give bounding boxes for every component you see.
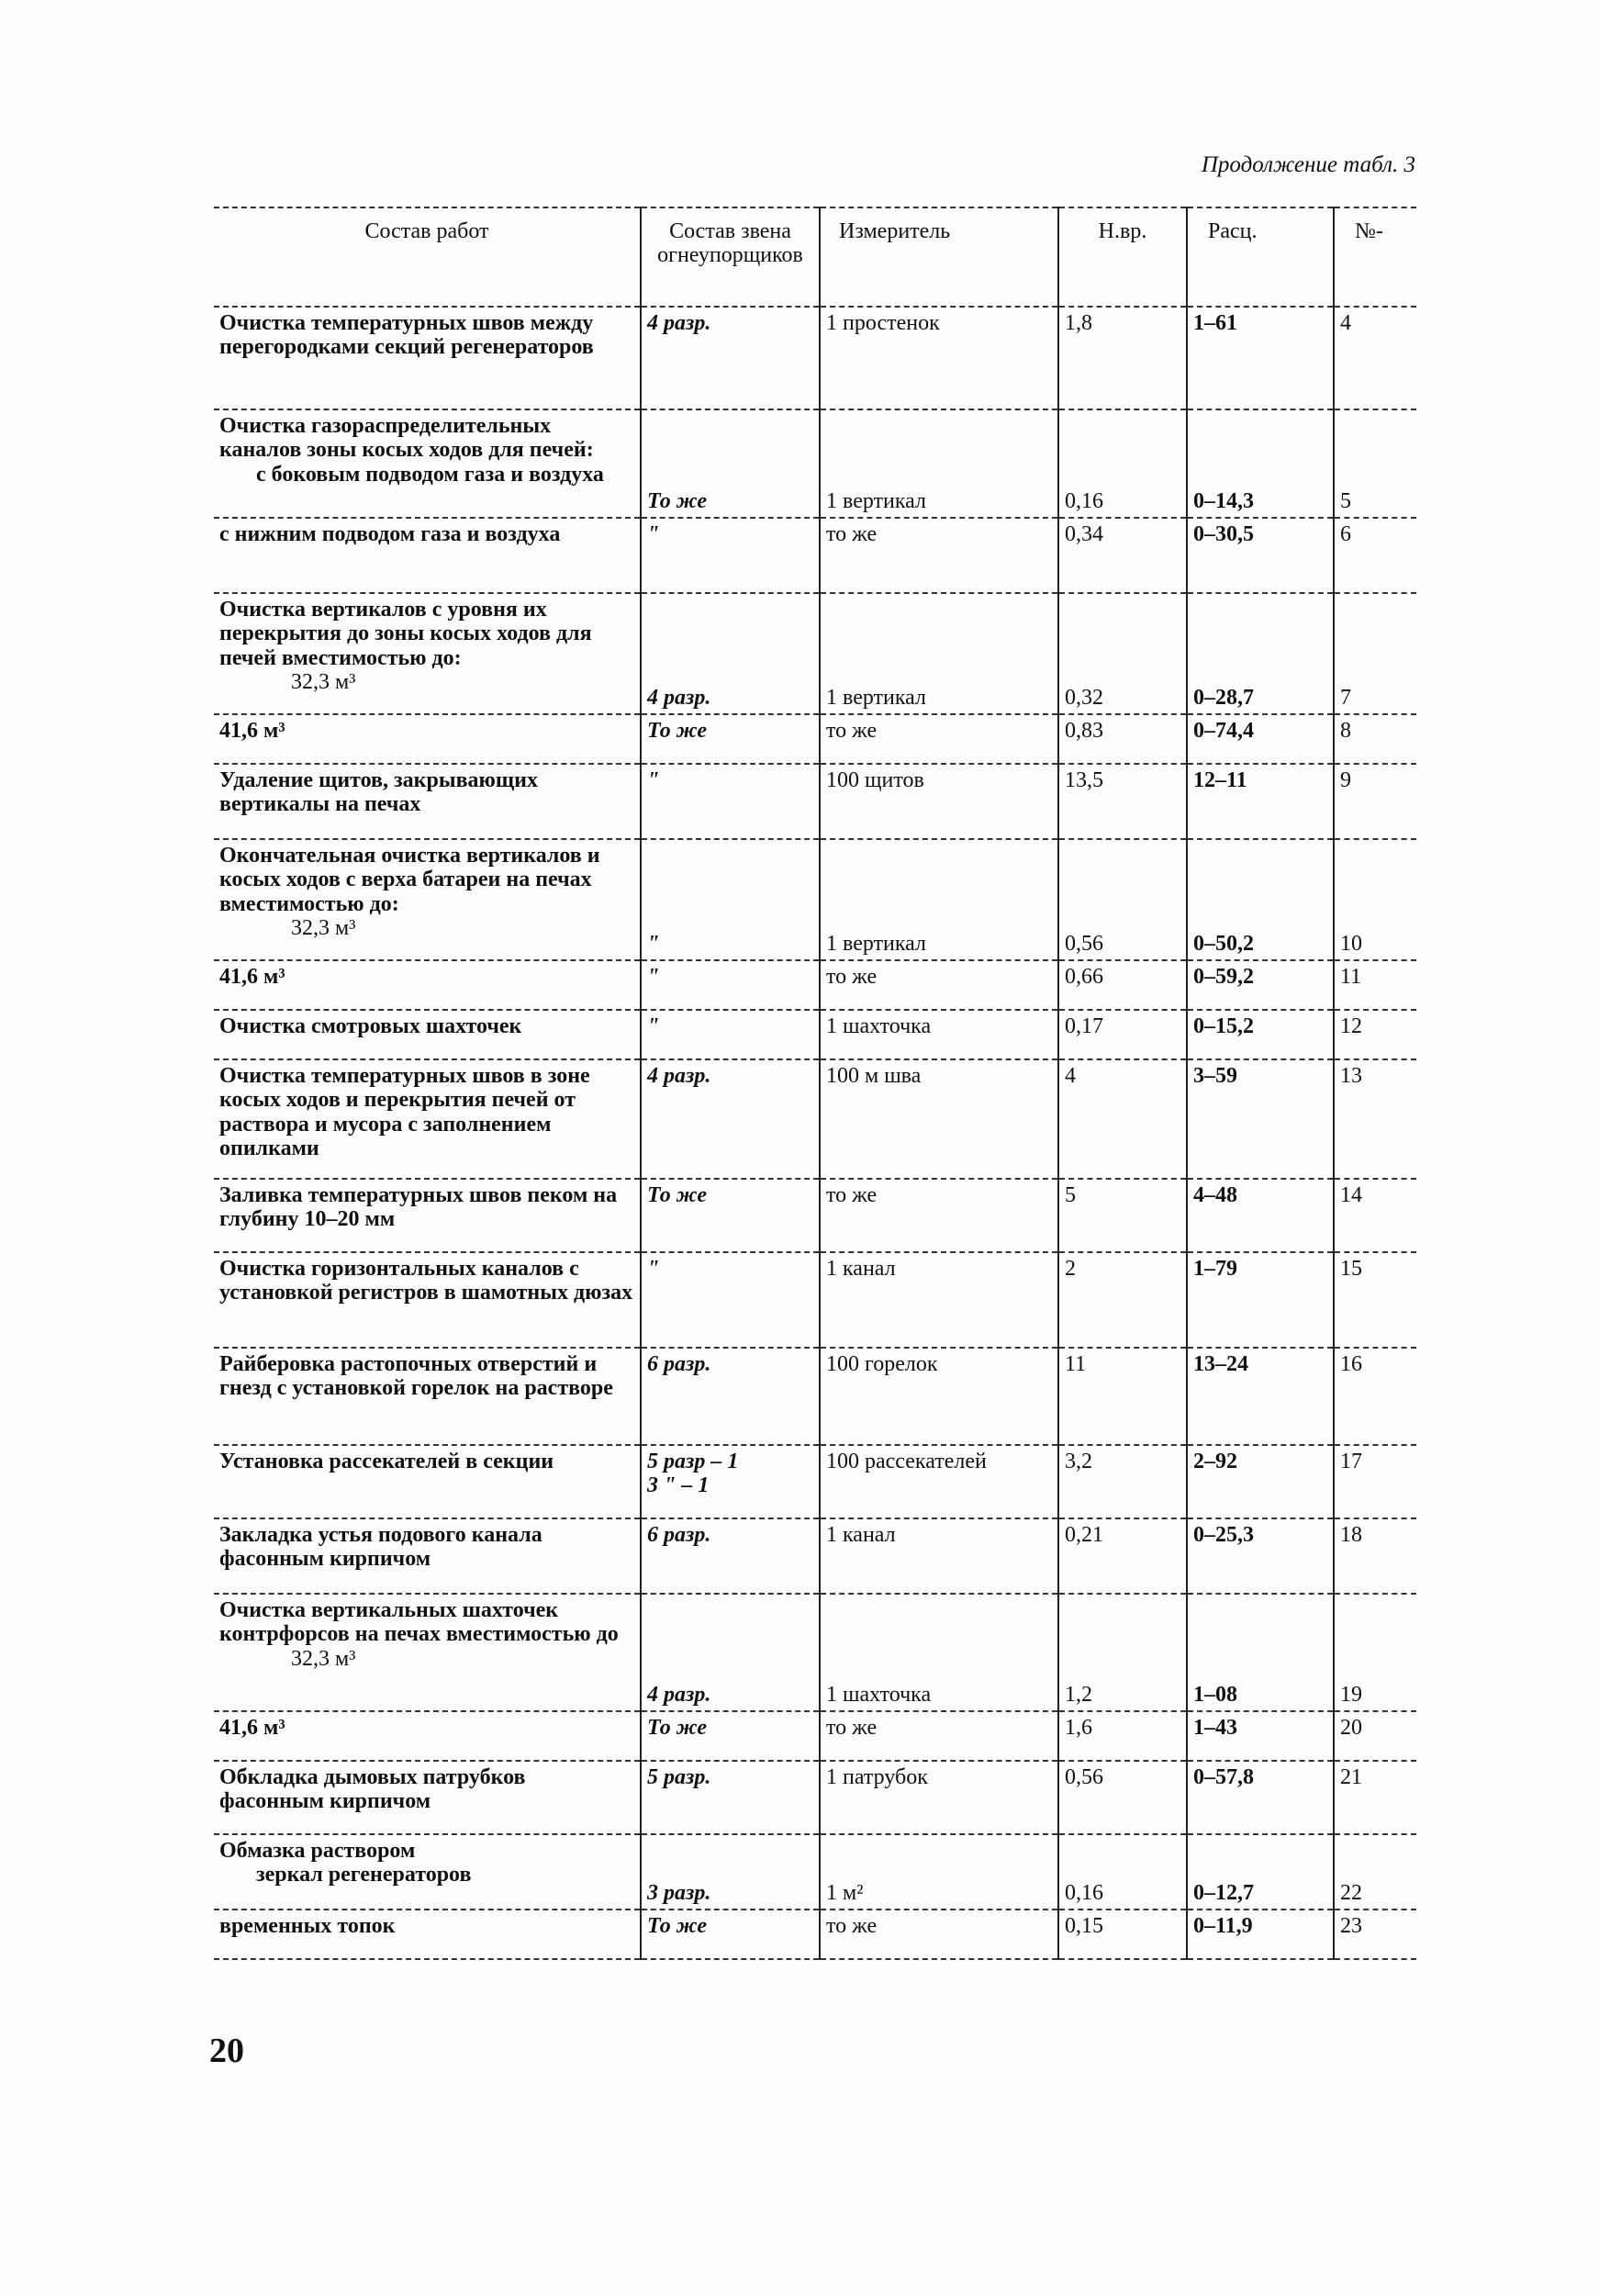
row-number: 23: [1334, 1910, 1416, 1959]
row-number: 16: [1334, 1348, 1416, 1445]
page-number: 20: [209, 2032, 244, 2070]
unit-measure: то же: [820, 714, 1058, 764]
work-description: 41,6 м³: [214, 1711, 641, 1761]
work-description: Установка рассекателей в секции: [214, 1445, 641, 1518]
col-header-crew: Состав звена огнеупорщиков: [641, 207, 820, 307]
crew-grade: То же: [641, 714, 820, 764]
row-number: 21: [1334, 1761, 1416, 1834]
table-row: [214, 1059, 1416, 1179]
time-norm: 0,34: [1058, 518, 1187, 593]
time-norm: 0,56: [1058, 839, 1187, 960]
unit-measure: то же: [820, 1711, 1058, 1761]
table-row: [214, 1252, 1416, 1348]
unit-measure: 1 шахточка: [820, 1594, 1058, 1711]
time-norm: 1,6: [1058, 1711, 1187, 1761]
time-norm: 0,16: [1058, 409, 1187, 518]
crew-grade: 5 разр.: [641, 1761, 820, 1834]
table-row: [214, 1910, 1416, 1959]
rate-value: 2–92: [1187, 1445, 1334, 1518]
time-norm: 0,56: [1058, 1761, 1187, 1834]
work-subitem: зеркал регенераторов: [256, 1863, 472, 1887]
crew-grade-line: 3 " – 1: [647, 1473, 710, 1498]
row-number: 13: [1334, 1059, 1416, 1179]
work-description: Обкладка дымовых патрубков фасонным кирпичом: [214, 1761, 641, 1834]
time-norm: 0,32: [1058, 593, 1187, 714]
table-row: [214, 1711, 1416, 1761]
row-number: 19: [1334, 1594, 1416, 1711]
crew-grade: ": [641, 764, 820, 839]
work-description: [214, 1594, 641, 1711]
crew-grade: 6 разр.: [641, 1348, 820, 1445]
unit-measure: 100 рассекателей: [820, 1445, 1058, 1518]
work-description: [214, 593, 641, 714]
row-number: 7: [1334, 593, 1416, 714]
rate-value: 13–24: [1187, 1348, 1334, 1445]
time-norm: 0,17: [1058, 1010, 1187, 1059]
unit-measure: 1 вертикал: [820, 593, 1058, 714]
table-continuation-caption: Продолжение табл. 3: [1201, 152, 1415, 177]
row-number: 15: [1334, 1252, 1416, 1348]
rate-value: 0–12,7: [1187, 1834, 1334, 1910]
rate-value: 0–59,2: [1187, 960, 1334, 1010]
unit-measure: 1 шахточка: [820, 1010, 1058, 1059]
unit-measure: то же: [820, 1910, 1058, 1959]
table-row: [214, 1761, 1416, 1834]
unit-measure: 100 м шва: [820, 1059, 1058, 1179]
work-description: 41,6 м³: [214, 714, 641, 764]
time-norm: 0,83: [1058, 714, 1187, 764]
crew-grade: ": [641, 839, 820, 960]
row-number: 14: [1334, 1179, 1416, 1252]
rate-value: 0–28,7: [1187, 593, 1334, 714]
time-norm: 0,66: [1058, 960, 1187, 1010]
work-description: Очистка температурных швов между перегородками секций регенераторов: [214, 307, 641, 409]
work-description: Заливка температурных швов пеком на глубину 10–20 мм: [214, 1179, 641, 1252]
work-description: [214, 839, 641, 960]
col-header-unit: Измеритель: [820, 207, 1058, 307]
row-number: 20: [1334, 1711, 1416, 1761]
rate-value: 4–48: [1187, 1179, 1334, 1252]
work-group-heading: Обмазка раствором: [219, 1839, 416, 1863]
table-row: [214, 307, 1416, 409]
time-norm: 11: [1058, 1348, 1187, 1445]
table-row: [214, 764, 1416, 839]
rate-value: 0–74,4: [1187, 714, 1334, 764]
crew-grade: 6 разр.: [641, 1518, 820, 1594]
unit-measure: то же: [820, 518, 1058, 593]
rate-value: 0–14,3: [1187, 409, 1334, 518]
table-row: [214, 1179, 1416, 1252]
rate-value: 0–50,2: [1187, 839, 1334, 960]
unit-measure: 1 вертикал: [820, 409, 1058, 518]
rate-value: 1–43: [1187, 1711, 1334, 1761]
row-number: 10: [1334, 839, 1416, 960]
row-number: 5: [1334, 409, 1416, 518]
work-description: Очистка смотровых шахточек: [214, 1010, 641, 1059]
row-number: 22: [1334, 1834, 1416, 1910]
crew-grade: ": [641, 1252, 820, 1348]
col-header-work: Состав работ: [214, 207, 641, 307]
rate-value: 1–79: [1187, 1252, 1334, 1348]
table-row: [214, 409, 1416, 518]
rate-value: 0–11,9: [1187, 1910, 1334, 1959]
time-norm: 2: [1058, 1252, 1187, 1348]
table-row: [214, 1594, 1416, 1711]
crew-grade: [641, 1445, 820, 1518]
work-group-heading: Очистка вертикальных шахточек контрфорсов на печах вместимостью до: [219, 1598, 619, 1647]
unit-measure: то же: [820, 960, 1058, 1010]
table-row: [214, 1445, 1416, 1518]
work-description: с нижним подводом газа и воздуха: [214, 518, 641, 593]
table-row: [214, 593, 1416, 714]
crew-grade: ": [641, 518, 820, 593]
rate-value: 1–08: [1187, 1594, 1334, 1711]
crew-grade: То же: [641, 1179, 820, 1252]
work-description: Удаление щитов, закрывающих вертикалы на печах: [214, 764, 641, 839]
crew-grade: 4 разр.: [641, 1594, 820, 1711]
work-subitem: с боковым подводом газа и воздуха: [256, 462, 604, 487]
crew-grade: ": [641, 1010, 820, 1059]
rate-value: 0–57,8: [1187, 1761, 1334, 1834]
rate-value: 3–59: [1187, 1059, 1334, 1179]
crew-grade: 4 разр.: [641, 1059, 820, 1179]
row-number: 11: [1334, 960, 1416, 1010]
time-norm: 0,15: [1058, 1910, 1187, 1959]
work-description: Очистка температурных швов в зоне косых ходов и перекрытия печей от раствора и мусора с заполнением опилками: [214, 1059, 641, 1179]
time-norm: 5: [1058, 1179, 1187, 1252]
crew-grade-line: 5 разр – 1: [647, 1450, 739, 1473]
row-number: 9: [1334, 764, 1416, 839]
crew-grade: 4 разр.: [641, 307, 820, 409]
rate-value: 0–15,2: [1187, 1010, 1334, 1059]
unit-measure: 100 щитов: [820, 764, 1058, 839]
row-number: 18: [1334, 1518, 1416, 1594]
crew-grade: То же: [641, 1711, 820, 1761]
table-row: [214, 714, 1416, 764]
work-description: Очистка горизонтальных каналов с установкой регистров в шамотных дюзах: [214, 1252, 641, 1348]
crew-grade: ": [641, 960, 820, 1010]
table-row: [214, 1518, 1416, 1594]
time-norm: 4: [1058, 1059, 1187, 1179]
unit-measure: 1 патрубок: [820, 1761, 1058, 1834]
crew-grade: 3 разр.: [641, 1834, 820, 1910]
time-norm: 1,8: [1058, 307, 1187, 409]
table-row: [214, 1834, 1416, 1910]
work-group-heading: Окончательная очистка вертикалов и косых ходов с верха батареи на печах вместимостью до:: [219, 844, 600, 916]
time-norm: 0,21: [1058, 1518, 1187, 1594]
col-header-rate: Расц.: [1187, 207, 1334, 307]
rate-value: 0–25,3: [1187, 1518, 1334, 1594]
work-group-heading: Очистка вертикалов с уровня их перекрытия до зоны косых ходов для печей вместимостью до:: [219, 598, 592, 670]
row-number: 17: [1334, 1445, 1416, 1518]
col-header-number: №-: [1334, 207, 1416, 307]
work-description: временных топок: [214, 1910, 641, 1959]
work-subitem: 32,3 м³: [291, 670, 356, 695]
unit-measure: то же: [820, 1179, 1058, 1252]
table-row: [214, 839, 1416, 960]
row-number: 12: [1334, 1010, 1416, 1059]
work-group-heading: Очистка газораспределительных каналов зоны косых ходов для печей:: [219, 414, 594, 463]
row-number: 6: [1334, 518, 1416, 593]
work-description: 41,6 м³: [214, 960, 641, 1010]
work-description: Закладка устья подового канала фасонным кирпичом: [214, 1518, 641, 1594]
unit-measure: 1 вертикал: [820, 839, 1058, 960]
work-subitem: 32,3 м³: [291, 916, 356, 941]
work-description: [214, 1834, 641, 1910]
work-description: Райберовка растопочных отверстий и гнезд с установкой горелок на растворе: [214, 1348, 641, 1445]
time-norm: 13,5: [1058, 764, 1187, 839]
rate-value: 1–61: [1187, 307, 1334, 409]
rate-value: 0–30,5: [1187, 518, 1334, 593]
table-row: [214, 1348, 1416, 1445]
table-row: [214, 518, 1416, 593]
work-description: [214, 409, 641, 518]
unit-measure: 1 канал: [820, 1518, 1058, 1594]
row-number: 8: [1334, 714, 1416, 764]
crew-grade: 4 разр.: [641, 593, 820, 714]
table-row: [214, 960, 1416, 1010]
crew-grade: То же: [641, 409, 820, 518]
col-header-norm: Н.вр.: [1058, 207, 1187, 307]
rate-value: 12–11: [1187, 764, 1334, 839]
time-norm: 1,2: [1058, 1594, 1187, 1711]
unit-measure: 100 горелок: [820, 1348, 1058, 1445]
time-norm: 3,2: [1058, 1445, 1187, 1518]
row-number: 4: [1334, 307, 1416, 409]
unit-measure: 1 простенок: [820, 307, 1058, 409]
unit-measure: 1 м²: [820, 1834, 1058, 1910]
norms-table: [214, 207, 1416, 1960]
table-row: [214, 1010, 1416, 1059]
table-header-row: [214, 207, 1416, 307]
time-norm: 0,16: [1058, 1834, 1187, 1910]
work-subitem: 32,3 м³: [291, 1646, 356, 1671]
crew-grade: То же: [641, 1910, 820, 1959]
unit-measure: 1 канал: [820, 1252, 1058, 1348]
